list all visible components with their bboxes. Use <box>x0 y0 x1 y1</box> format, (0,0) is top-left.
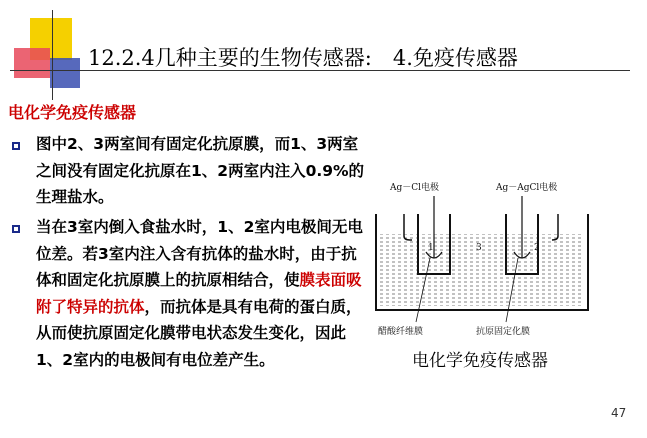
figure-caption: 电化学免疫传感器 <box>412 351 548 371</box>
bullet-icon <box>12 225 20 233</box>
bullet-2-text-a: 当在3室内倒入食盐水时，1、2室内电极间无电位差。若3室内注入含有抗体的盐水时，由于抗体和固定化抗原膜上的抗原相结合，使 <box>36 218 363 289</box>
bullet-paragraph-2 <box>36 214 366 373</box>
bullet-paragraph-1: 图中2、3两室间有固定化抗原膜，而1、3两室之间没有固定化抗原在1、2两室内注入0.9%的生理盐水。 <box>36 135 365 206</box>
label-left-electrode: Ag－Cl电极 <box>390 183 440 193</box>
bullet-icon <box>12 142 20 150</box>
deco-vertical-line <box>52 10 53 100</box>
label-chamber-2: 2 <box>534 243 540 253</box>
immunosensor-diagram <box>368 172 608 342</box>
slide-title: 12.2.4几种主要的生物传感器: 4.免疫传感器 <box>88 46 518 70</box>
deco-blue-square <box>50 58 80 88</box>
bullet-2-highlight: 膜表面吸附了特异的抗体 <box>36 271 362 316</box>
label-left-membrane: 醋酸纤维膜 <box>378 327 424 337</box>
label-right-membrane: 抗原固定化膜 <box>476 327 531 337</box>
liquid-fill <box>380 234 584 306</box>
bullet-2-text-b: ，而抗体是具有电荷的蛋白质，从而使抗原固定化膜带电状态发生变化，因此1、2室内的电极间有电位差产生。 <box>36 297 362 369</box>
slide-subtitle: 电化学免疫传感器 <box>8 103 137 122</box>
page-number: 47 <box>611 406 627 420</box>
deco-red-square <box>14 48 50 78</box>
label-right-electrode: Ag－AgCl电极 <box>496 183 558 193</box>
label-chamber-1: 1 <box>428 243 434 253</box>
label-chamber-3: 3 <box>476 243 482 253</box>
